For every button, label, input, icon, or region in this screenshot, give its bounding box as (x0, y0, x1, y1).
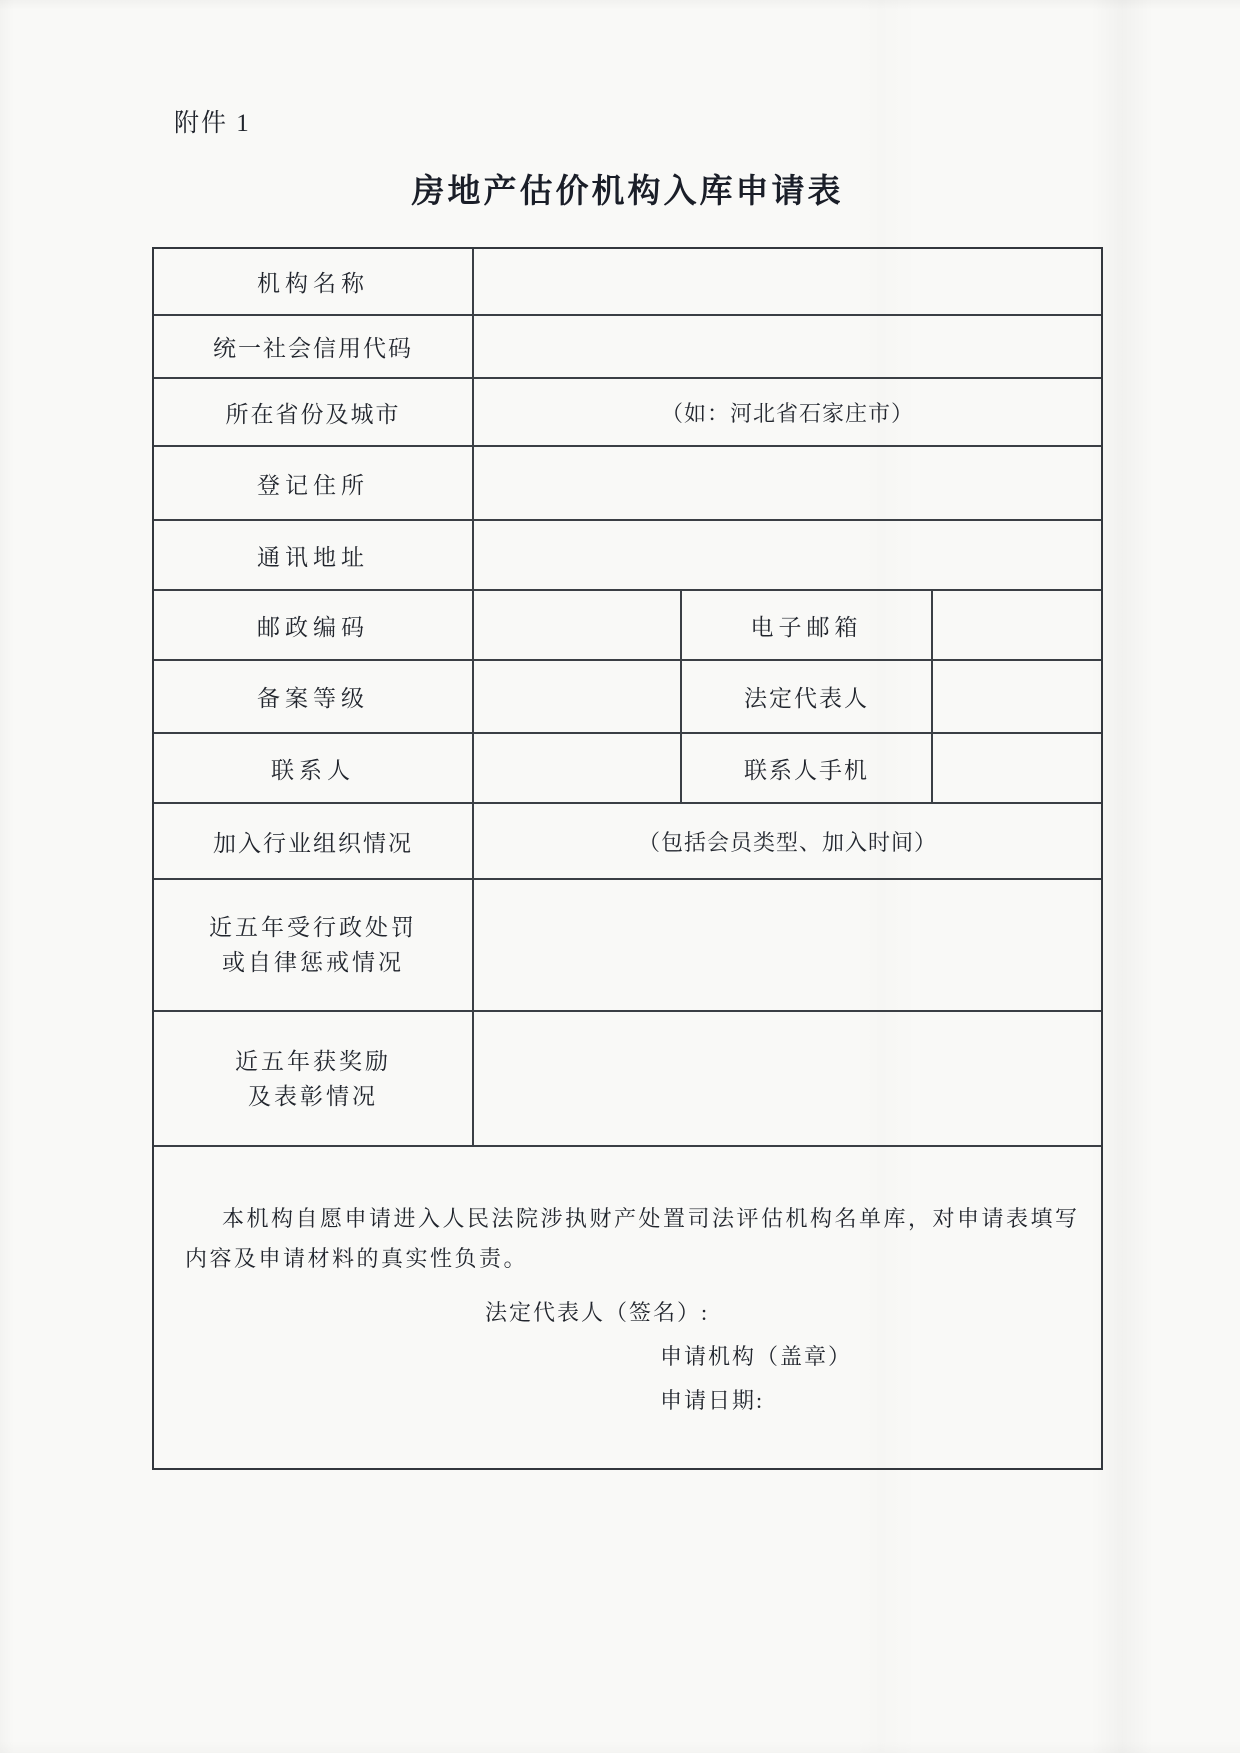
cell-label-registered-address: 登记住所 (257, 472, 369, 498)
table-row (154, 589, 1101, 659)
table-row (154, 249, 1101, 314)
cell-label-record-grade: 备案等级 (257, 686, 369, 711)
declaration-cell (154, 1147, 1101, 1468)
table-row (154, 659, 1101, 732)
table-row (154, 445, 1101, 519)
cell-label-contact-mobile: 联系人手机 (680, 734, 931, 802)
declaration-paragraph-line: 本机构自愿申请进入人民法院涉执财产处置司法评估机构名单库，对申请表填写 (222, 1206, 1080, 1231)
cell-value-credit-code (472, 316, 1101, 377)
cell-label-postal-code: 邮政编码 (257, 614, 369, 640)
label-line: 近五年受行政处罚 (209, 915, 417, 940)
label-line: 或自律惩戒情况 (222, 950, 404, 975)
application-table (152, 247, 1103, 1470)
cell-value-awards (472, 1012, 1101, 1145)
cell-value-mailing-address (472, 521, 1101, 589)
table-row (154, 1010, 1101, 1145)
page-title: 房地产估价机构入库申请表 (411, 174, 844, 210)
cell-value-org-name (472, 249, 1101, 314)
table-row (154, 802, 1101, 878)
declaration-paragraph-line: 内容及申请材料的真实性负责。 (185, 1246, 529, 1271)
application-date-label: 申请日期: (660, 1388, 765, 1413)
cell-label-admin-penalty (154, 880, 472, 1010)
table-row (154, 377, 1101, 445)
applicant-org-seal-label: 申请机构（盖章） (660, 1344, 853, 1369)
table-row (154, 732, 1101, 802)
cell-label-email: 电子邮箱 (680, 591, 931, 659)
cell-label-contact-person: 联系人 (271, 757, 355, 783)
cell-value-postal-code (472, 591, 680, 659)
table-row (154, 519, 1101, 589)
legal-representative-signature-label: 法定代表人（签名）: (485, 1300, 710, 1325)
cell-label-industry-org: 加入行业组织情况 (213, 830, 413, 856)
cell-label-awards (154, 1012, 472, 1145)
table-row-declaration (154, 1145, 1101, 1468)
cell-value-email (931, 591, 1101, 659)
cell-value-legal-representative (931, 661, 1101, 732)
cell-value-contact-person (472, 734, 680, 802)
cell-label-credit-code: 统一社会信用代码 (213, 336, 413, 361)
cell-label-province-city: 所在省份及城市 (225, 401, 401, 427)
cell-value-industry-org: （包括会员类型、加入时间） (472, 804, 1101, 878)
cell-label-mailing-address: 通讯地址 (257, 544, 369, 570)
cell-label-org-name: 机构名称 (257, 271, 369, 296)
cell-value-record-grade (472, 661, 680, 732)
cell-value-contact-mobile (931, 734, 1101, 802)
cell-value-registered-address (472, 447, 1101, 519)
cell-label-legal-representative: 法定代表人 (680, 661, 931, 732)
label-line: 近五年获奖励 (235, 1048, 391, 1074)
cell-value-province-city: （如：河北省石家庄市） (472, 379, 1101, 445)
table-row (154, 314, 1101, 377)
table-row (154, 878, 1101, 1010)
cell-value-admin-penalty (472, 880, 1101, 1010)
label-line: 及表彰情况 (248, 1083, 378, 1109)
attachment-label: 附件 1 (174, 110, 251, 137)
